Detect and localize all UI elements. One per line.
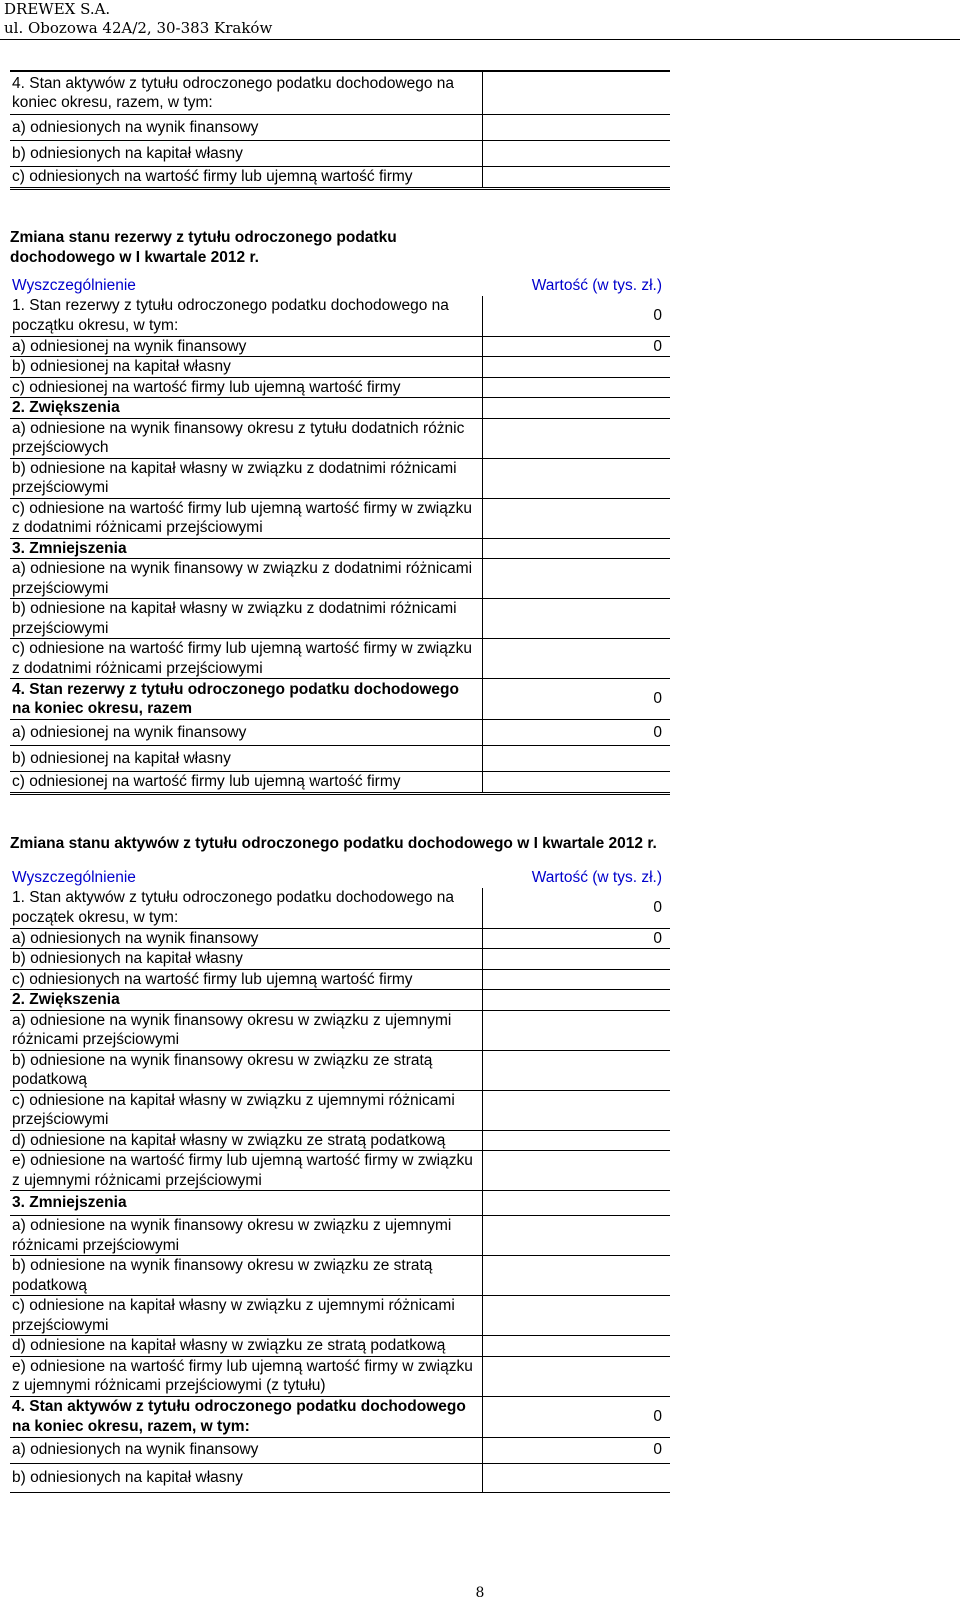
column-header-value: Wartość (w tys. zł.) bbox=[531, 869, 662, 886]
row-value bbox=[483, 458, 671, 498]
table-row bbox=[10, 1050, 670, 1090]
company-name: DREWEX S.A. bbox=[4, 0, 111, 18]
row-label: c) odniesione na kapitał własny w związku z ujemnymi różnicami przejściowymi bbox=[10, 1090, 483, 1130]
table-row bbox=[10, 1356, 670, 1396]
section-title: Zmiana stanu rezerwy z tytułu odroczonego podatku dochodowego w I kwartale 2012 r. bbox=[10, 229, 397, 266]
row-value bbox=[483, 746, 671, 772]
row-label: c) odniesione na wartość firmy lub ujemną wartość firmy w związku z dodatnimi różnicami przejściowymi bbox=[10, 639, 483, 679]
table-row bbox=[10, 1191, 670, 1216]
row-label: c) odniesionych na wartość firmy lub ujemną wartość firmy bbox=[10, 969, 483, 990]
row-label: b) odniesionej na kapitał własny bbox=[10, 746, 483, 772]
row-value bbox=[483, 71, 671, 115]
row-value bbox=[483, 772, 671, 794]
company-address: ul. Obozowa 42A/2, 30-383 Kraków bbox=[4, 19, 273, 37]
row-label: d) odniesione na kapitał własny w związku ze stratą podatkową bbox=[10, 1130, 483, 1151]
table-row bbox=[10, 1256, 670, 1296]
row-value bbox=[483, 115, 671, 141]
row-label: 2. Zwiększenia bbox=[10, 990, 483, 1011]
table-row bbox=[10, 639, 670, 679]
table-row bbox=[10, 679, 670, 720]
row-label: a) odniesionej na wynik finansowy bbox=[10, 720, 483, 746]
reserve-table bbox=[10, 276, 670, 795]
table-row bbox=[10, 1336, 670, 1357]
section-title: Zmiana stanu aktywów z tytułu odroczonego podatku dochodowego w I kwartale 2012 r. bbox=[10, 835, 657, 852]
row-value: 0 bbox=[483, 928, 671, 949]
row-value: 0 bbox=[483, 336, 671, 357]
row-label: b) odniesione na kapitał własny w związku z dodatnimi różnicami przejściowymi bbox=[10, 599, 483, 639]
assets-table bbox=[10, 868, 670, 1493]
row-value bbox=[483, 639, 671, 679]
column-header-label: Wyszczególnienie bbox=[12, 277, 136, 294]
row-value: 0 bbox=[483, 1437, 671, 1463]
row-value bbox=[483, 1336, 671, 1357]
row-value: 0 bbox=[483, 296, 671, 337]
row-value bbox=[483, 949, 671, 970]
row-label: c) odniesione na wartość firmy lub ujemną wartość firmy w związku z dodatnimi różnicami przejściowymi bbox=[10, 498, 483, 538]
row-label: c) odniesionych na wartość firmy lub ujemną wartość firmy bbox=[10, 167, 483, 189]
row-value bbox=[483, 377, 671, 398]
table-row bbox=[10, 1396, 670, 1437]
row-value: 0 bbox=[483, 1396, 671, 1437]
row-label: a) odniesionych na wynik finansowy bbox=[10, 1437, 483, 1463]
row-value bbox=[483, 1356, 671, 1396]
table-row bbox=[10, 1463, 670, 1492]
table-row bbox=[10, 969, 670, 990]
table-row bbox=[10, 458, 670, 498]
table-row bbox=[10, 296, 670, 337]
row-label: 2. Zwiększenia bbox=[10, 398, 483, 419]
table-row bbox=[10, 599, 670, 639]
header-rule bbox=[0, 39, 960, 40]
row-label: a) odniesione na wynik finansowy okresu z tytułu dodatnich różnic przejściowych bbox=[10, 418, 483, 458]
section-top-assets bbox=[10, 70, 670, 190]
table-row bbox=[10, 141, 670, 167]
row-label: b) odniesione na kapitał własny w związku z dodatnimi różnicami przejściowymi bbox=[10, 458, 483, 498]
row-value bbox=[483, 1216, 671, 1256]
row-label: 3. Zmniejszenia bbox=[10, 1191, 483, 1216]
row-value bbox=[483, 1191, 671, 1216]
row-label: c) odniesionej na wartość firmy lub ujemną wartość firmy bbox=[10, 377, 483, 398]
row-value bbox=[483, 1463, 671, 1492]
table-row bbox=[10, 115, 670, 141]
row-value: 0 bbox=[483, 679, 671, 720]
row-value bbox=[483, 990, 671, 1011]
table-row bbox=[10, 377, 670, 398]
row-label: b) odniesione na wynik finansowy okresu w związku ze stratą podatkową bbox=[10, 1050, 483, 1090]
row-value bbox=[483, 498, 671, 538]
row-value bbox=[483, 1090, 671, 1130]
row-value bbox=[483, 1010, 671, 1050]
row-value bbox=[483, 1256, 671, 1296]
row-label: c) odniesionej na wartość firmy lub ujemną wartość firmy bbox=[10, 772, 483, 794]
table-row bbox=[10, 1090, 670, 1130]
column-header-label: Wyszczególnienie bbox=[12, 869, 136, 886]
row-value bbox=[483, 357, 671, 378]
table-row bbox=[10, 538, 670, 559]
table-row bbox=[10, 71, 670, 115]
row-value bbox=[483, 418, 671, 458]
row-value bbox=[483, 538, 671, 559]
table-row bbox=[10, 1151, 670, 1191]
row-label: a) odniesionych na wynik finansowy bbox=[10, 928, 483, 949]
table-row bbox=[10, 928, 670, 949]
row-value: 0 bbox=[483, 888, 671, 929]
row-value bbox=[483, 141, 671, 167]
table-row bbox=[10, 990, 670, 1011]
table-row bbox=[10, 1296, 670, 1336]
row-label: 1. Stan aktywów z tytułu odroczonego podatku dochodowego na początek okresu, w tym: bbox=[10, 888, 483, 929]
row-label: e) odniesione na wartość firmy lub ujemną wartość firmy w związku z ujemnymi różnicami przejściowymi bbox=[10, 1151, 483, 1191]
table-row bbox=[10, 336, 670, 357]
row-label: a) odniesione na wynik finansowy okresu w związku z ujemnymi różnicami przejściowymi bbox=[10, 1216, 483, 1256]
row-label: c) odniesione na kapitał własny w związku z ujemnymi różnicami przejściowymi bbox=[10, 1296, 483, 1336]
row-label: b) odniesionych na kapitał własny bbox=[10, 141, 483, 167]
table-row bbox=[10, 559, 670, 599]
table-row bbox=[10, 1010, 670, 1050]
row-label: d) odniesione na kapitał własny w związku ze stratą podatkową bbox=[10, 1336, 483, 1357]
column-header-value: Wartość (w tys. zł.) bbox=[531, 277, 662, 294]
row-value bbox=[483, 167, 671, 189]
table-row bbox=[10, 498, 670, 538]
row-value bbox=[483, 1050, 671, 1090]
table-row bbox=[10, 1130, 670, 1151]
row-value: 0 bbox=[483, 720, 671, 746]
table-row bbox=[10, 1437, 670, 1463]
table-row bbox=[10, 888, 670, 929]
row-label: e) odniesione na wartość firmy lub ujemną wartość firmy w związku z ujemnymi różnicami przejściowymi (z tytułu) bbox=[10, 1356, 483, 1396]
section-assets bbox=[10, 834, 730, 1493]
table-row bbox=[10, 772, 670, 794]
table-row bbox=[10, 418, 670, 458]
table-header bbox=[10, 868, 670, 888]
row-value bbox=[483, 599, 671, 639]
row-label: 4. Stan aktywów z tytułu odroczonego podatku dochodowego na koniec okresu, razem, w tym: bbox=[10, 71, 483, 115]
page-number: 8 bbox=[475, 1585, 485, 1601]
row-value bbox=[483, 559, 671, 599]
row-label: b) odniesionej na kapitał własny bbox=[10, 357, 483, 378]
table-row bbox=[10, 746, 670, 772]
row-value bbox=[483, 969, 671, 990]
top-assets-table bbox=[10, 70, 670, 190]
table-row bbox=[10, 1216, 670, 1256]
table-row bbox=[10, 167, 670, 189]
table-row bbox=[10, 398, 670, 419]
row-label: 3. Zmniejszenia bbox=[10, 538, 483, 559]
row-label: a) odniesione na wynik finansowy w związku z dodatnimi różnicami przejściowymi bbox=[10, 559, 483, 599]
table-row bbox=[10, 720, 670, 746]
row-label: a) odniesionej na wynik finansowy bbox=[10, 336, 483, 357]
section-reserve bbox=[10, 228, 670, 795]
table-header bbox=[10, 276, 670, 296]
row-label: b) odniesionych na kapitał własny bbox=[10, 1463, 483, 1492]
table-row bbox=[10, 949, 670, 970]
row-label: b) odniesionych na kapitał własny bbox=[10, 949, 483, 970]
row-label: 4. Stan aktywów z tytułu odroczonego podatku dochodowego na koniec okresu, razem, w tym: bbox=[10, 1396, 483, 1437]
row-label: b) odniesione na wynik finansowy okresu w związku ze stratą podatkową bbox=[10, 1256, 483, 1296]
row-label: 1. Stan rezerwy z tytułu odroczonego podatku dochodowego na początku okresu, w tym: bbox=[10, 296, 483, 337]
row-label: a) odniesione na wynik finansowy okresu w związku z ujemnymi różnicami przejściowymi bbox=[10, 1010, 483, 1050]
row-label: 4. Stan rezerwy z tytułu odroczonego podatku dochodowego na koniec okresu, razem bbox=[10, 679, 483, 720]
row-value bbox=[483, 1151, 671, 1191]
document-header bbox=[4, 0, 272, 38]
row-value bbox=[483, 1130, 671, 1151]
row-value bbox=[483, 1296, 671, 1336]
row-value bbox=[483, 398, 671, 419]
table-row bbox=[10, 357, 670, 378]
row-label: a) odniesionych na wynik finansowy bbox=[10, 115, 483, 141]
